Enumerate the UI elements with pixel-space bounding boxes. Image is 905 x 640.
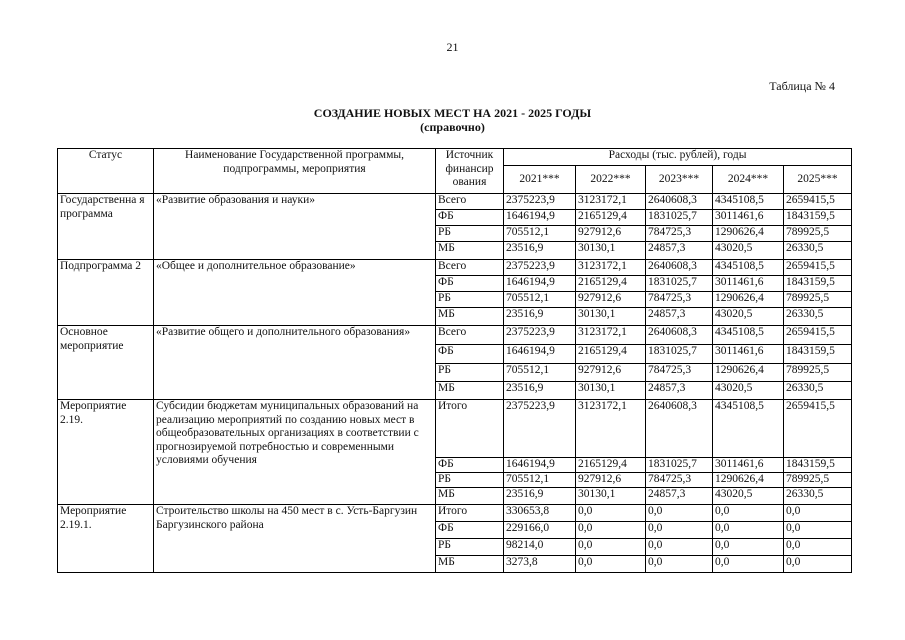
value-cell: 1843159,5 xyxy=(784,458,852,473)
value-cell: 1646194,9 xyxy=(504,458,576,473)
header-year: 2025*** xyxy=(784,166,852,194)
status-cell: Подпрограмма 2 xyxy=(58,260,154,326)
source-cell: ФБ xyxy=(436,276,504,292)
value-cell: 4345108,5 xyxy=(713,260,784,276)
value-cell: 26330,5 xyxy=(784,242,852,260)
value-cell: 927912,6 xyxy=(576,473,646,488)
value-cell: 1843159,5 xyxy=(784,345,852,364)
source-cell: ФБ xyxy=(436,522,504,539)
value-cell: 1843159,5 xyxy=(784,276,852,292)
value-cell: 30130,1 xyxy=(576,488,646,505)
value-cell: 23516,9 xyxy=(504,242,576,260)
source-cell: Всего xyxy=(436,260,504,276)
value-cell: 330653,8 xyxy=(504,505,576,522)
source-cell: МБ xyxy=(436,556,504,573)
value-cell: 43020,5 xyxy=(713,488,784,505)
title-text: СОЗДАНИЕ НОВЫХ МЕСТ НА 2021 - 2025 ГОДЫ xyxy=(313,106,592,120)
value-cell: 0,0 xyxy=(576,522,646,539)
subtitle-text: (справочно) xyxy=(420,120,485,134)
table-row xyxy=(58,326,852,345)
value-cell: 789925,5 xyxy=(784,364,852,382)
table-header xyxy=(58,149,852,194)
value-cell: 3123172,1 xyxy=(576,400,646,458)
value-cell: 2375223,9 xyxy=(504,260,576,276)
value-cell: 2640608,3 xyxy=(646,400,713,458)
value-cell: 3011461,6 xyxy=(713,210,784,226)
value-cell: 1831025,7 xyxy=(646,210,713,226)
value-cell: 43020,5 xyxy=(713,382,784,400)
header-name: Наименование Государственной программы, подпрограммы, мероприятия xyxy=(154,149,436,194)
value-cell: 789925,5 xyxy=(784,473,852,488)
source-cell: ФБ xyxy=(436,458,504,473)
value-cell: 1646194,9 xyxy=(504,345,576,364)
value-cell: 789925,5 xyxy=(784,226,852,242)
table-row xyxy=(58,194,852,210)
source-cell: Всего xyxy=(436,326,504,345)
name-cell: Субсидии бюджетам муниципальных образований на реализацию мероприятий по созданию новых мест в общеобразовательных организациях в соответствии с прогнозируемой потребностью и современными условиями обучения xyxy=(154,400,436,505)
value-cell: 1290626,4 xyxy=(713,226,784,242)
header-year: 2021*** xyxy=(504,166,576,194)
value-cell: 0,0 xyxy=(713,522,784,539)
value-cell: 23516,9 xyxy=(504,488,576,505)
source-cell: РБ xyxy=(436,292,504,308)
value-cell: 0,0 xyxy=(713,505,784,522)
value-cell: 1646194,9 xyxy=(504,276,576,292)
name-cell: «Развитие общего и дополнительного образования» xyxy=(154,326,436,400)
table-label: Таблица № 4 xyxy=(769,79,835,93)
source-cell: ФБ xyxy=(436,345,504,364)
value-cell: 43020,5 xyxy=(713,242,784,260)
value-cell: 30130,1 xyxy=(576,308,646,326)
value-cell: 4345108,5 xyxy=(713,194,784,210)
value-cell: 3011461,6 xyxy=(713,345,784,364)
value-cell: 1843159,5 xyxy=(784,210,852,226)
value-cell: 784725,3 xyxy=(646,292,713,308)
value-cell: 0,0 xyxy=(713,556,784,573)
header-year: 2024*** xyxy=(713,166,784,194)
value-cell: 24857,3 xyxy=(646,242,713,260)
value-cell: 98214,0 xyxy=(504,539,576,556)
value-cell: 26330,5 xyxy=(784,382,852,400)
value-cell: 2165129,4 xyxy=(576,458,646,473)
source-cell: МБ xyxy=(436,242,504,260)
value-cell: 26330,5 xyxy=(784,488,852,505)
value-cell: 4345108,5 xyxy=(713,326,784,345)
table-row xyxy=(58,260,852,276)
source-cell: РБ xyxy=(436,226,504,242)
value-cell: 0,0 xyxy=(713,539,784,556)
value-cell: 24857,3 xyxy=(646,382,713,400)
value-cell: 2659415,5 xyxy=(784,326,852,345)
status-cell: Мероприятие 2.19. xyxy=(58,400,154,505)
value-cell: 2659415,5 xyxy=(784,260,852,276)
value-cell: 2640608,3 xyxy=(646,326,713,345)
table-row xyxy=(58,400,852,458)
name-cell: «Общее и дополнительное образование» xyxy=(154,260,436,326)
header-expenses: Расходы (тыс. рублей), годы xyxy=(504,149,852,166)
table-body xyxy=(58,194,852,573)
status-cell: Государственна я программа xyxy=(58,194,154,260)
value-cell: 23516,9 xyxy=(504,382,576,400)
value-cell: 3011461,6 xyxy=(713,458,784,473)
value-cell: 3123172,1 xyxy=(576,260,646,276)
value-cell: 0,0 xyxy=(646,505,713,522)
header-source: Источник финансир ования xyxy=(436,149,504,194)
header-status: Статус xyxy=(58,149,154,194)
value-cell: 784725,3 xyxy=(646,226,713,242)
value-cell: 2375223,9 xyxy=(504,326,576,345)
name-cell: «Развитие образования и науки» xyxy=(154,194,436,260)
value-cell: 927912,6 xyxy=(576,364,646,382)
value-cell: 1290626,4 xyxy=(713,292,784,308)
funding-table xyxy=(57,148,852,573)
value-cell: 24857,3 xyxy=(646,308,713,326)
value-cell: 24857,3 xyxy=(646,488,713,505)
value-cell: 927912,6 xyxy=(576,292,646,308)
value-cell: 2640608,3 xyxy=(646,260,713,276)
value-cell: 3123172,1 xyxy=(576,194,646,210)
value-cell: 2165129,4 xyxy=(576,210,646,226)
status-cell: Основное мероприятие xyxy=(58,326,154,400)
value-cell: 30130,1 xyxy=(576,382,646,400)
value-cell: 1831025,7 xyxy=(646,345,713,364)
value-cell: 1646194,9 xyxy=(504,210,576,226)
value-cell: 2640608,3 xyxy=(646,194,713,210)
value-cell: 0,0 xyxy=(576,539,646,556)
source-cell: Итого xyxy=(436,400,504,458)
value-cell: 1290626,4 xyxy=(713,473,784,488)
value-cell: 0,0 xyxy=(646,539,713,556)
value-cell: 0,0 xyxy=(784,539,852,556)
value-cell: 705512,1 xyxy=(504,226,576,242)
value-cell: 789925,5 xyxy=(784,292,852,308)
value-cell: 2375223,9 xyxy=(504,194,576,210)
value-cell: 0,0 xyxy=(646,556,713,573)
value-cell: 0,0 xyxy=(576,556,646,573)
value-cell: 26330,5 xyxy=(784,308,852,326)
source-cell: МБ xyxy=(436,488,504,505)
value-cell: 2659415,5 xyxy=(784,194,852,210)
source-cell: ФБ xyxy=(436,210,504,226)
value-cell: 0,0 xyxy=(784,505,852,522)
value-cell: 43020,5 xyxy=(713,308,784,326)
value-cell: 927912,6 xyxy=(576,226,646,242)
source-cell: МБ xyxy=(436,382,504,400)
value-cell: 1831025,7 xyxy=(646,458,713,473)
value-cell: 2165129,4 xyxy=(576,345,646,364)
source-cell: РБ xyxy=(436,473,504,488)
value-cell: 2165129,4 xyxy=(576,276,646,292)
source-cell: РБ xyxy=(436,539,504,556)
value-cell: 2375223,9 xyxy=(504,400,576,458)
source-cell: Всего xyxy=(436,194,504,210)
value-cell: 229166,0 xyxy=(504,522,576,539)
header-year: 2022*** xyxy=(576,166,646,194)
value-cell: 784725,3 xyxy=(646,473,713,488)
table-row xyxy=(58,505,852,522)
value-cell: 1290626,4 xyxy=(713,364,784,382)
value-cell: 2659415,5 xyxy=(784,400,852,458)
value-cell: 784725,3 xyxy=(646,364,713,382)
value-cell: 3123172,1 xyxy=(576,326,646,345)
value-cell: 0,0 xyxy=(646,522,713,539)
value-cell: 1831025,7 xyxy=(646,276,713,292)
value-cell: 705512,1 xyxy=(504,292,576,308)
value-cell: 3273,8 xyxy=(504,556,576,573)
source-cell: Итого xyxy=(436,505,504,522)
value-cell: 705512,1 xyxy=(504,364,576,382)
value-cell: 3011461,6 xyxy=(713,276,784,292)
value-cell: 0,0 xyxy=(784,522,852,539)
value-cell: 23516,9 xyxy=(504,308,576,326)
header-year: 2023*** xyxy=(646,166,713,194)
document-title xyxy=(0,106,905,134)
value-cell: 705512,1 xyxy=(504,473,576,488)
value-cell: 0,0 xyxy=(576,505,646,522)
name-cell: Строительство школы на 450 мест в с. Усть-Баргузин Баргузинского района xyxy=(154,505,436,573)
value-cell: 4345108,5 xyxy=(713,400,784,458)
value-cell: 30130,1 xyxy=(576,242,646,260)
value-cell: 0,0 xyxy=(784,556,852,573)
source-cell: МБ xyxy=(436,308,504,326)
status-cell: Мероприятие 2.19.1. xyxy=(58,505,154,573)
page-number: 21 xyxy=(446,40,459,54)
source-cell: РБ xyxy=(436,364,504,382)
